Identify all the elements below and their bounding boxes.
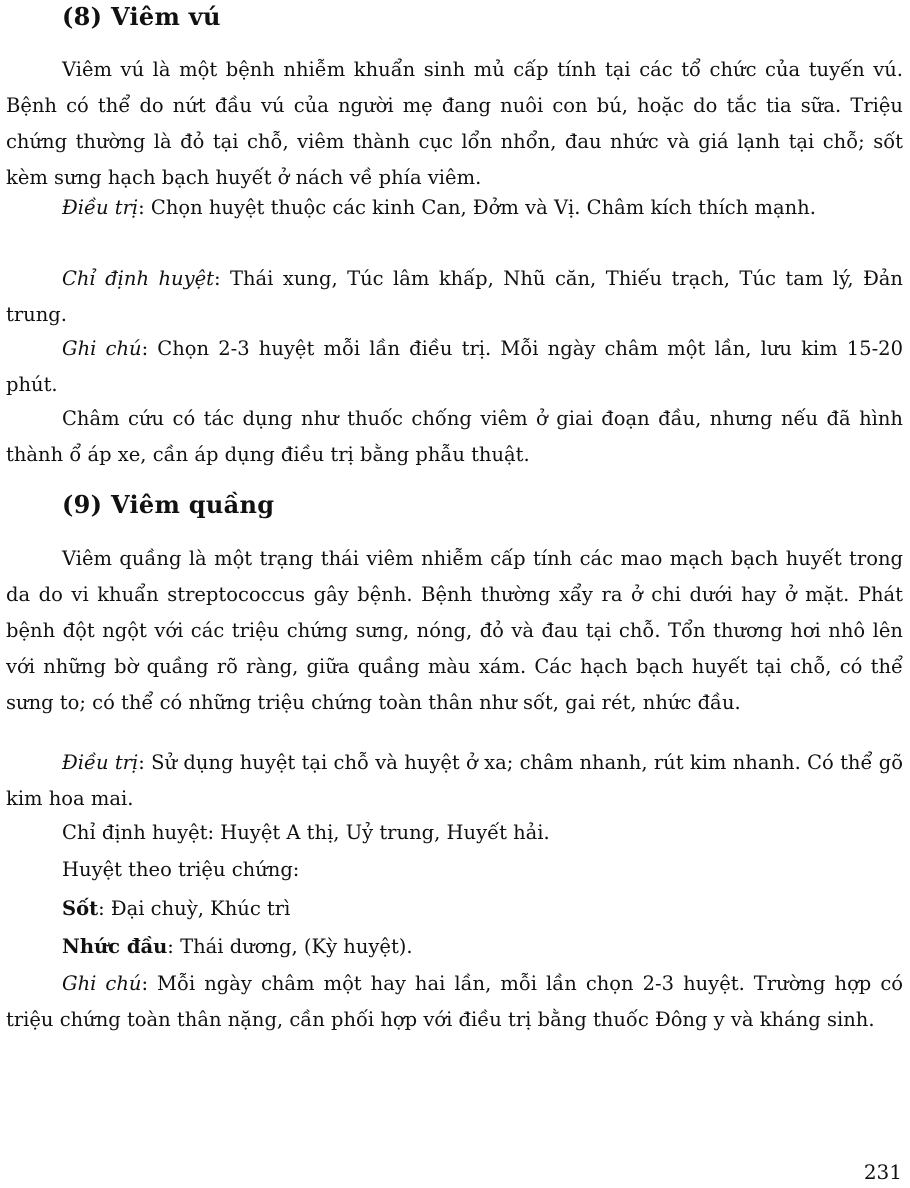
treatment-label: Điều trị: [62, 751, 139, 774]
points-text: : Huyệt A thị, Uỷ trung, Huyết hải.: [207, 821, 550, 844]
note-text: : Chọn 2-3 huyệt mỗi lần điều trị. Mỗi ngày châm một lần, lưu kim 15-20 phút.: [6, 337, 903, 396]
section-8-note: [6, 331, 903, 403]
note-label: Ghi chú: [62, 972, 142, 995]
section-8-treatment: [6, 190, 903, 226]
headache-label: Nhức đầu: [62, 935, 168, 958]
section-8-closing: Châm cứu có tác dụng như thuốc chống viêm ở giai đoạn đầu, nhưng nếu đã hình thành ổ áp xe, cần áp dụng điều trị bằng phẫu thuật.: [6, 407, 903, 466]
section-8-points: [6, 261, 903, 333]
points-label: Chỉ định huyệt: [62, 267, 214, 290]
section-9-points: [62, 815, 550, 851]
fever-label: Sốt: [62, 897, 99, 920]
section-9-treatment: [6, 745, 903, 817]
fever-points: [62, 891, 290, 927]
headache-points: [62, 929, 413, 965]
symptom-points-label: Huyệt theo triệu chứng:: [62, 858, 300, 881]
treatment-text: : Sử dụng huyệt tại chỗ và huyệt ở xa; châm nhanh, rút kim nhanh. Có thể gõ kim hoa mai.: [6, 751, 903, 810]
section-9-note: [6, 966, 903, 1038]
points-label: Chỉ định huyệt: [62, 821, 208, 844]
headache-text: : Thái dương, (Kỳ huyệt).: [167, 935, 413, 958]
treatment-text: : Chọn huyệt thuộc các kinh Can, Đởm và Vị. Châm kích thích mạnh.: [138, 196, 816, 219]
treatment-label: Điều trị: [62, 196, 139, 219]
section-9-intro: Viêm quầng là một trạng thái viêm nhiễm cấp tính các mao mạch bạch huyết trong da do vi khuẩn streptococcus gây bệnh. Bệnh thường xẩy ra ở chi dưới hay ở mặt. Phát bệnh đột ngột với các triệu chứng sưng, nóng, đỏ và đau tại chỗ. Tổn thương hơi nhô lên với những bờ quầng rõ ràng, giữa quầng màu xám. Các hạch bạch huyết tại chỗ, có thể sưng to; có thể có những triệu chứng toàn thân như sốt, gai rét, nhức đầu.: [6, 547, 903, 714]
section-8-intro: Viêm vú là một bệnh nhiễm khuẩn sinh mủ cấp tính tại các tổ chức của tuyến vú. Bệnh có thể do nứt đầu vú của người mẹ đang nuôi con bú, hoặc do tắc tia sữa. Triệu chứng thường là đỏ tại chỗ, viêm thành cục lổn nhổn, đau nhức và giá lạnh tại chỗ; sốt kèm sưng hạch bạch huyết ở nách về phía viêm.: [6, 58, 903, 189]
points-text: : Thái xung, Túc lâm khấp, Nhũ căn, Thiếu trạch, Túc tam lý, Đản trung.: [6, 267, 903, 326]
page-number: 231: [863, 1160, 902, 1184]
fever-text: : Đại chuỳ, Khúc trì: [98, 897, 291, 920]
section-8-heading: (8) Viêm vú: [62, 2, 221, 31]
note-label: Ghi chú: [62, 337, 142, 360]
section-9-heading: (9) Viêm quầng: [62, 490, 275, 519]
note-text: : Mỗi ngày châm một hay hai lần, mỗi lần chọn 2-3 huyệt. Trường hợp có triệu chứng toàn thân nặng, cần phối hợp với điều trị bằng thuốc Đông y và kháng sinh.: [6, 972, 903, 1031]
